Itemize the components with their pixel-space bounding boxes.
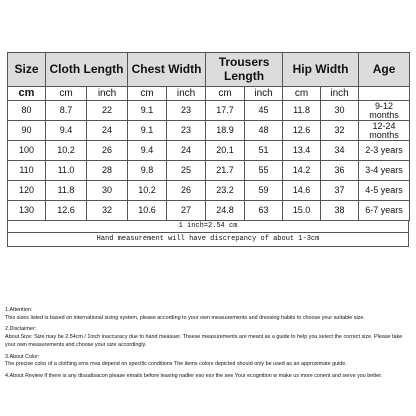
age-cell: 9-12 months xyxy=(359,101,410,121)
measure-cell: 10.2 xyxy=(128,181,167,201)
measure-cell: 24 xyxy=(167,141,206,161)
note-body: About Size: Size may be 2.54cm / 1inch inaccuracy due to hand measuer. Thsese measurements are meant as a guide to help you select the correct size. Please take your own measurements and choose your size accordingly. xyxy=(5,334,403,348)
note-title: 2.Disclaimer: xyxy=(5,326,37,333)
measure-cell: 12.6 xyxy=(46,201,87,221)
measure-cell: 8.7 xyxy=(46,101,87,121)
header-cloth-length: Cloth Length xyxy=(46,53,128,87)
size-cell: 90 xyxy=(8,121,46,141)
measure-cell: 11.8 xyxy=(46,181,87,201)
discrepancy-note: Hand measurement will have discrepancy of about 1-3cm xyxy=(7,233,409,247)
header-hip-width: Hip Width xyxy=(283,53,359,87)
header-age: Age xyxy=(359,53,410,87)
note-body: 4.About Review If there is any dissatisacon please emails before leaving nadler eso esv the see Your ecognition w make us more conent and serve you better. xyxy=(5,372,383,379)
note-title: 1.Attention: xyxy=(5,307,33,313)
measure-cell: 9.1 xyxy=(128,121,167,141)
measure-cell: 23 xyxy=(167,121,206,141)
unit-row xyxy=(8,87,410,101)
measure-cell: 51 xyxy=(245,141,283,161)
measure-cell: 30 xyxy=(321,101,359,121)
size-cell: 110 xyxy=(8,161,46,181)
measure-cell: 9.1 xyxy=(128,101,167,121)
size-cell: 120 xyxy=(8,181,46,201)
table-row xyxy=(8,181,410,201)
measure-cell: 9.4 xyxy=(46,121,87,141)
note-title: 3.About Color: xyxy=(5,353,40,360)
measure-cell: 10.2 xyxy=(46,141,87,161)
measure-cell: 28 xyxy=(87,161,128,181)
measure-cell: 24.8 xyxy=(206,201,245,221)
measure-cell: 55 xyxy=(245,161,283,181)
note-item xyxy=(5,307,411,323)
size-chart xyxy=(7,52,409,247)
table-row xyxy=(8,201,410,221)
measure-cell: 34 xyxy=(321,141,359,161)
measure-cell: 14.6 xyxy=(283,181,321,201)
table-row xyxy=(8,121,410,141)
measure-cell: 13.4 xyxy=(283,141,321,161)
header-trousers-line2: Length xyxy=(224,68,265,83)
measure-cell: 24 xyxy=(87,121,128,141)
note-item xyxy=(5,373,411,381)
measure-cell: 27 xyxy=(167,201,206,221)
header-trousers-length xyxy=(206,53,283,87)
measure-cell: 23 xyxy=(167,101,206,121)
measure-cell: 30 xyxy=(87,181,128,201)
note-body: This sizes listed is based on international sizing system, please according to your own measurements and dressing habits to choose your suitable size. xyxy=(5,314,365,321)
conversion-note: 1 inch=2.54 cm xyxy=(7,221,409,233)
unit-cell: cm xyxy=(8,87,46,101)
measure-cell: 17.7 xyxy=(206,101,245,121)
measure-cell: 38 xyxy=(321,201,359,221)
measure-cell: 59 xyxy=(245,181,283,201)
age-cell: 3-4 years xyxy=(359,161,410,181)
header-size: Size xyxy=(8,53,46,87)
measure-cell: 26 xyxy=(167,181,206,201)
note-item xyxy=(5,354,411,370)
measure-cell: 23.2 xyxy=(206,181,245,201)
table-row xyxy=(8,141,410,161)
note-body: The precise color of a clothing ems mva depend on specific conditions The items colors depicted should only be used as an approximate guide. xyxy=(5,361,347,368)
measure-cell: 15.0 xyxy=(283,201,321,221)
measure-cell: 9.8 xyxy=(128,161,167,181)
measure-cell: 36 xyxy=(321,161,359,181)
unit-cell: inch xyxy=(167,87,206,101)
unit-cell: inch xyxy=(87,87,128,101)
measure-cell: 9.4 xyxy=(128,141,167,161)
size-cell: 100 xyxy=(8,141,46,161)
age-cell: 2-3 years xyxy=(359,141,410,161)
size-cell: 80 xyxy=(8,101,46,121)
measure-cell: 14.2 xyxy=(283,161,321,181)
measure-cell: 32 xyxy=(321,121,359,141)
header-trousers-line1: Trousers xyxy=(218,54,270,69)
measure-cell: 48 xyxy=(245,121,283,141)
unit-cell: cm xyxy=(46,87,87,101)
unit-cell: cm xyxy=(128,87,167,101)
measure-cell: 22 xyxy=(87,101,128,121)
size-cell: 130 xyxy=(8,201,46,221)
table-row xyxy=(8,161,410,181)
measure-cell: 37 xyxy=(321,181,359,201)
age-cell: 12-24 months xyxy=(359,121,410,141)
measure-cell: 32 xyxy=(87,201,128,221)
note-item xyxy=(5,326,411,349)
measure-cell: 21.7 xyxy=(206,161,245,181)
unit-cell: inch xyxy=(245,87,283,101)
measure-cell: 18.9 xyxy=(206,121,245,141)
unit-cell: cm xyxy=(206,87,245,101)
notes-section xyxy=(5,307,411,385)
unit-cell: cm xyxy=(283,87,321,101)
table-row xyxy=(8,101,410,121)
size-table xyxy=(7,52,410,221)
measure-cell: 10.6 xyxy=(128,201,167,221)
measure-cell: 25 xyxy=(167,161,206,181)
measure-cell: 63 xyxy=(245,201,283,221)
measure-cell: 45 xyxy=(245,101,283,121)
unit-cell: inch xyxy=(321,87,359,101)
header-chest-width: Chest Width xyxy=(128,53,206,87)
unit-cell xyxy=(359,87,410,101)
age-cell: 6-7 years xyxy=(359,201,410,221)
measure-cell: 12.6 xyxy=(283,121,321,141)
header-row xyxy=(8,53,410,87)
measure-cell: 11.8 xyxy=(283,101,321,121)
age-cell: 4-5 years xyxy=(359,181,410,201)
measure-cell: 20.1 xyxy=(206,141,245,161)
measure-cell: 11.0 xyxy=(46,161,87,181)
table-body xyxy=(8,101,410,221)
measure-cell: 26 xyxy=(87,141,128,161)
